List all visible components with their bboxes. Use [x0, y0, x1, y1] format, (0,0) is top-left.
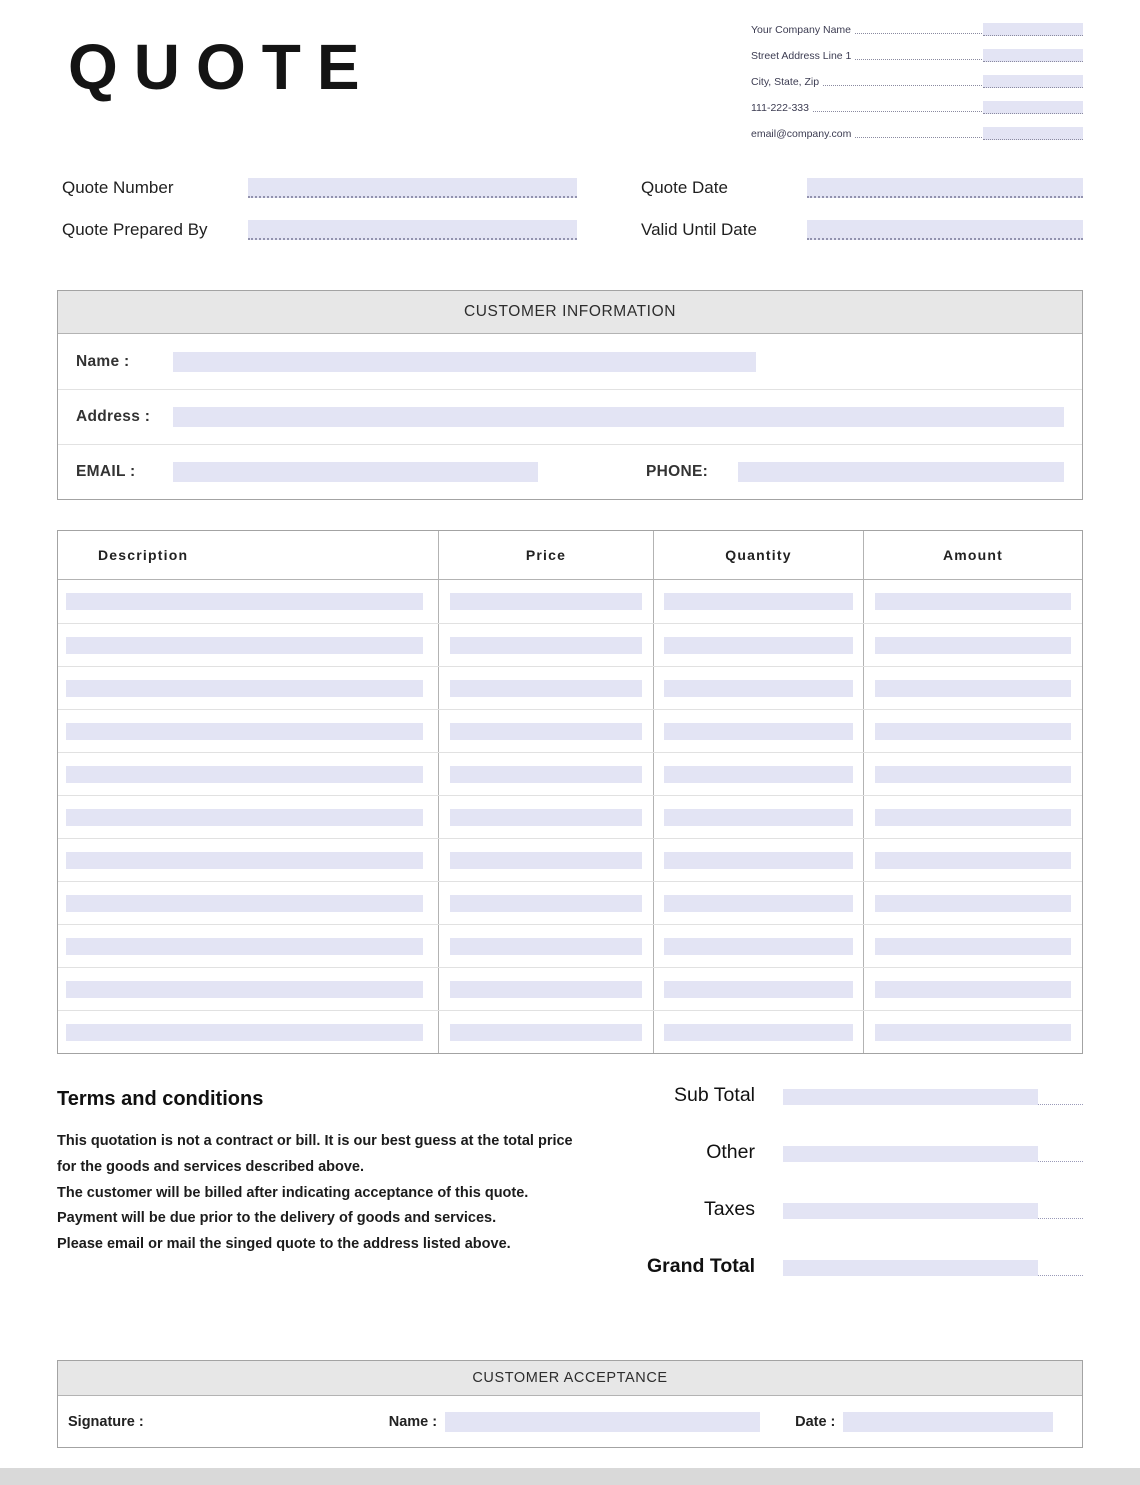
description-cell — [58, 667, 438, 709]
description-field[interactable] — [66, 723, 423, 740]
terms-line: Payment will be due prior to the delivery of goods and services. — [57, 1210, 497, 1227]
amount-cell — [863, 796, 1082, 838]
description-cell — [58, 624, 438, 666]
item-row — [58, 795, 1082, 838]
customer-email-label: EMAIL : — [76, 463, 136, 480]
signature-label: Signature : — [68, 1413, 144, 1430]
price-cell — [438, 580, 653, 623]
quantity-cell — [653, 1011, 863, 1053]
customer-phone-field[interactable] — [738, 462, 1064, 482]
price-cell — [438, 1011, 653, 1053]
amount-field[interactable] — [875, 895, 1071, 912]
description-cell — [58, 710, 438, 752]
description-cell — [58, 796, 438, 838]
price-cell — [438, 882, 653, 924]
quantity-field[interactable] — [664, 637, 852, 654]
quantity-field[interactable] — [664, 981, 852, 998]
item-row — [58, 580, 1082, 623]
other-field[interactable] — [783, 1144, 1083, 1162]
item-row — [58, 838, 1082, 881]
company-info-line — [751, 74, 1083, 88]
amount-cell — [863, 667, 1082, 709]
quote-date-label: Quote Date — [641, 178, 728, 197]
price-field[interactable] — [450, 593, 643, 610]
terms-line: The customer will be billed after indicating acceptance of this quote. — [57, 1184, 529, 1201]
price-field[interactable] — [450, 981, 643, 998]
price-cell — [438, 710, 653, 752]
acceptance-name-field[interactable] — [445, 1412, 760, 1432]
acceptance-name-label: Name : — [388, 1413, 438, 1430]
items-table — [57, 530, 1083, 1054]
customer-name-row — [58, 334, 1082, 389]
amount-field[interactable] — [875, 723, 1071, 740]
item-row — [58, 752, 1082, 795]
quantity-cell — [653, 796, 863, 838]
quantity-field[interactable] — [664, 938, 852, 955]
terms-line: Please email or mail the singed quote to the address listed above. — [57, 1236, 511, 1253]
dotted-leader — [855, 59, 982, 60]
price-cell — [438, 667, 653, 709]
description-field[interactable] — [66, 852, 423, 869]
item-row — [58, 967, 1082, 1010]
item-row — [58, 666, 1082, 709]
valid-until-group — [641, 220, 1083, 240]
price-field[interactable] — [450, 723, 643, 740]
sub-total-fill — [783, 1089, 1038, 1105]
quantity-field[interactable] — [664, 1024, 852, 1041]
quote-number-label: Quote Number — [62, 178, 174, 197]
company-info-field[interactable] — [983, 127, 1083, 140]
company-info-text: Your Company Name — [751, 24, 851, 36]
description-cell — [58, 839, 438, 881]
quantity-field[interactable] — [664, 593, 852, 610]
other-fill — [783, 1146, 1038, 1162]
description-field[interactable] — [66, 637, 423, 654]
item-row — [58, 709, 1082, 752]
prepared-by-group — [62, 220, 577, 240]
quote-meta-row — [62, 178, 1083, 198]
taxes-field[interactable] — [783, 1201, 1083, 1219]
grand-total-fill — [783, 1260, 1038, 1276]
description-cell — [58, 753, 438, 795]
taxes-row — [643, 1198, 1083, 1221]
quantity-cell — [653, 882, 863, 924]
quote-meta-row — [62, 220, 1083, 240]
amount-cell — [863, 624, 1082, 666]
company-info-block — [751, 22, 1083, 152]
description-field[interactable] — [66, 1024, 423, 1041]
price-field[interactable] — [450, 766, 643, 783]
customer-address-field[interactable] — [173, 407, 1064, 427]
quote-number-field[interactable] — [248, 178, 577, 198]
company-info-field[interactable] — [983, 49, 1083, 62]
company-info-text: 111-222-333 — [751, 102, 809, 114]
amount-column-header: Amount — [863, 531, 1082, 579]
price-cell — [438, 839, 653, 881]
amount-cell — [863, 968, 1082, 1010]
customer-contact-row — [58, 444, 1082, 499]
price-field[interactable] — [450, 637, 643, 654]
company-info-line — [751, 22, 1083, 36]
dotted-leader — [823, 85, 982, 86]
acceptance-date-field[interactable] — [843, 1412, 1053, 1432]
quantity-field[interactable] — [664, 680, 852, 697]
amount-field[interactable] — [875, 809, 1071, 826]
customer-name-label: Name : — [76, 352, 130, 370]
item-row — [58, 1010, 1082, 1053]
valid-until-label: Valid Until Date — [641, 220, 757, 239]
terms-section — [57, 1082, 602, 1312]
description-cell — [58, 882, 438, 924]
amount-field[interactable] — [875, 680, 1071, 697]
description-field[interactable] — [66, 981, 423, 998]
grand-total-field[interactable] — [783, 1258, 1083, 1276]
customer-information-header: CUSTOMER INFORMATION — [58, 291, 1082, 334]
amount-field[interactable] — [875, 981, 1071, 998]
terms-paragraph: This quotation is not a contract or bill. It is our best guess at the total price for the goods and services described above. — [57, 1133, 573, 1175]
price-field[interactable] — [450, 852, 643, 869]
terms-title: Terms and conditions — [57, 1088, 264, 1110]
customer-address-label: Address : — [76, 408, 151, 425]
customer-name-field[interactable] — [173, 352, 756, 372]
customer-phone-label: PHONE: — [646, 463, 709, 480]
dotted-leader — [855, 137, 982, 138]
quantity-field[interactable] — [664, 723, 852, 740]
description-field[interactable] — [66, 593, 423, 610]
company-info-text: City, State, Zip — [751, 76, 820, 88]
page-title: QUOTE — [68, 31, 376, 103]
description-field[interactable] — [66, 938, 423, 955]
dotted-leader — [855, 33, 982, 34]
price-field[interactable] — [450, 680, 643, 697]
sub-total-label: Sub Total — [674, 1084, 755, 1106]
taxes-label: Taxes — [704, 1198, 755, 1220]
quote-number-group — [62, 178, 577, 198]
quote-date-group — [641, 178, 1083, 198]
dotted-leader — [813, 111, 982, 112]
price-cell — [438, 624, 653, 666]
amount-cell — [863, 753, 1082, 795]
amount-cell — [863, 925, 1082, 967]
quantity-field[interactable] — [664, 852, 852, 869]
quantity-field[interactable] — [664, 895, 852, 912]
company-info-field[interactable] — [983, 23, 1083, 36]
customer-acceptance-section — [57, 1360, 1083, 1448]
company-info-text: Street Address Line 1 — [751, 50, 852, 62]
quote-meta — [62, 178, 1083, 240]
sub-total-field[interactable] — [783, 1087, 1083, 1105]
description-field[interactable] — [66, 766, 423, 783]
amount-field[interactable] — [875, 1024, 1071, 1041]
other-row — [643, 1141, 1083, 1164]
quantity-cell — [653, 624, 863, 666]
valid-until-field[interactable] — [807, 220, 1083, 240]
description-field[interactable] — [66, 680, 423, 697]
company-info-line — [751, 100, 1083, 114]
acceptance-row — [58, 1396, 1082, 1447]
amount-cell — [863, 882, 1082, 924]
quantity-cell — [653, 667, 863, 709]
terms-and-totals — [57, 1082, 1083, 1312]
header — [0, 0, 1140, 152]
price-cell — [438, 796, 653, 838]
acceptance-date-label: Date : — [795, 1413, 836, 1430]
company-info-line — [751, 126, 1083, 140]
amount-cell — [863, 580, 1082, 623]
grand-total-label: Grand Total — [647, 1255, 755, 1277]
description-column-header: Description — [98, 547, 189, 563]
items-table-header — [58, 531, 1082, 580]
item-row — [58, 924, 1082, 967]
amount-field[interactable] — [875, 938, 1071, 955]
quantity-cell — [653, 839, 863, 881]
quantity-cell — [653, 968, 863, 1010]
price-cell — [438, 753, 653, 795]
description-field[interactable] — [66, 895, 423, 912]
price-field[interactable] — [450, 809, 643, 826]
price-cell — [438, 968, 653, 1010]
description-cell — [58, 925, 438, 967]
prepared-by-field[interactable] — [248, 220, 577, 240]
price-column-header: Price — [438, 531, 653, 579]
amount-cell — [863, 839, 1082, 881]
company-info-line — [751, 48, 1083, 62]
totals-section — [643, 1082, 1083, 1312]
sub-total-row — [643, 1084, 1083, 1107]
taxes-fill — [783, 1203, 1038, 1219]
description-cell — [58, 968, 438, 1010]
customer-information-section — [57, 290, 1083, 500]
description-cell — [58, 1011, 438, 1053]
quantity-cell — [653, 753, 863, 795]
customer-address-row — [58, 389, 1082, 444]
price-field[interactable] — [450, 938, 643, 955]
company-info-text: email@company.com — [751, 128, 852, 140]
price-cell — [438, 925, 653, 967]
price-field[interactable] — [450, 895, 643, 912]
company-info-field[interactable] — [983, 101, 1083, 114]
customer-email-field[interactable] — [173, 462, 538, 482]
quote-date-field[interactable] — [807, 178, 1083, 198]
item-row — [58, 623, 1082, 666]
customer-acceptance-header: CUSTOMER ACCEPTANCE — [58, 1361, 1082, 1396]
quantity-cell — [653, 580, 863, 623]
other-label: Other — [706, 1141, 755, 1163]
price-field[interactable] — [450, 1024, 643, 1041]
quantity-cell — [653, 710, 863, 752]
amount-cell — [863, 1011, 1082, 1053]
quantity-cell — [653, 925, 863, 967]
amount-field[interactable] — [875, 766, 1071, 783]
quantity-field[interactable] — [664, 809, 852, 826]
amount-field[interactable] — [875, 852, 1071, 869]
amount-field[interactable] — [875, 637, 1071, 654]
quantity-column-header: Quantity — [653, 531, 863, 579]
amount-cell — [863, 710, 1082, 752]
prepared-by-label: Quote Prepared By — [62, 220, 208, 239]
company-info-field[interactable] — [983, 75, 1083, 88]
description-cell — [58, 580, 438, 623]
item-row — [58, 881, 1082, 924]
amount-field[interactable] — [875, 593, 1071, 610]
grand-total-row — [643, 1255, 1083, 1278]
description-field[interactable] — [66, 809, 423, 826]
page-edge — [0, 1468, 1140, 1485]
quantity-field[interactable] — [664, 766, 852, 783]
